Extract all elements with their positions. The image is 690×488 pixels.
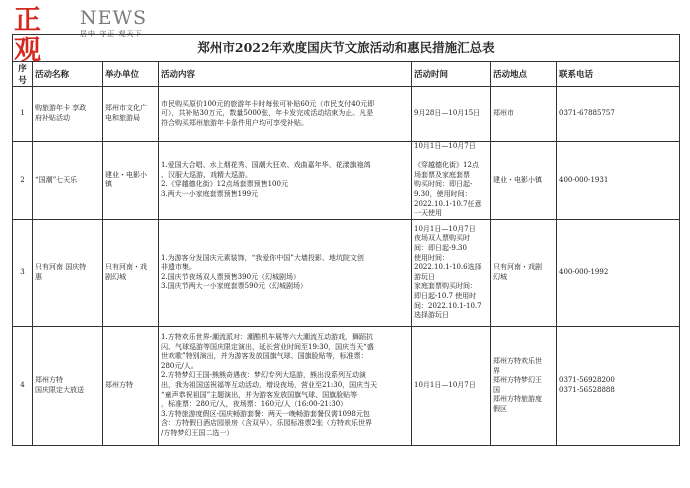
- cell-line: 郑州方特旅游度: [493, 395, 542, 404]
- cell-line: 一天使用: [414, 209, 442, 218]
- cell-line: 2022.10.1-10.6选择: [414, 263, 482, 272]
- cell-line: 选择游玩日: [414, 311, 449, 320]
- cell-line: 1.爱国大合唱、水上烟花秀、国潮大狂欢、戏曲嘉年华、花漾旗袍鸽: [161, 161, 371, 170]
- table-row: [13, 219, 680, 326]
- cell-line: 郑州市: [493, 109, 514, 118]
- cell-phone: [557, 219, 680, 326]
- cell-line: 间：2022.10.1-10.7: [414, 301, 482, 310]
- cell-line: 只有河南・戏剧: [493, 263, 542, 272]
- cell-content: [159, 326, 412, 445]
- cell-time: [412, 219, 491, 326]
- cell-line: 0371-56928200: [559, 376, 615, 385]
- cell-line: 国: [493, 385, 500, 394]
- cell-line: 购买时间：即日起-: [414, 180, 473, 189]
- cell-place: [491, 326, 557, 445]
- cell-line: “国潮”七天乐: [35, 175, 78, 184]
- cell-line: 郑州方特: [105, 380, 133, 389]
- cell-org: [103, 326, 159, 445]
- cell-no: 3: [13, 219, 33, 326]
- cell-org: [103, 219, 159, 326]
- cell-name: [33, 326, 103, 445]
- cell-no: 4: [13, 326, 33, 445]
- cell-line: 场套票及家庭套票: [414, 170, 470, 179]
- activity-table: [12, 34, 680, 446]
- table-row: [13, 142, 680, 220]
- cell-phone: [557, 142, 680, 220]
- cell-line: 间：即日起-9.30: [414, 243, 467, 252]
- cell-line: 《穿越德化街》12点: [414, 161, 479, 170]
- cell-line: 剧幻城: [105, 272, 126, 281]
- logo-slogan: 居中 守正 观天下: [80, 30, 143, 38]
- cell-content: [159, 87, 412, 142]
- cell-line: 郑州方特梦幻王: [493, 376, 542, 385]
- cell-line: 2.国庆节夜场双人票预售390元（幻城剧场）: [161, 272, 301, 281]
- cell-line: 3.国庆节两大一小家庭套票590元（幻城剧场）: [161, 282, 308, 291]
- cell-place: [491, 142, 557, 220]
- cell-line: 建业・电影小: [105, 170, 147, 179]
- cell-line: 10月1日—10月7日: [414, 224, 476, 233]
- cell-org: [103, 87, 159, 142]
- cell-line: 含：方特假日酒店园景房（含双早）、乐园标准票2张（方特欢乐世界: [161, 419, 372, 428]
- cell-line: 只有河南・戏: [105, 263, 147, 272]
- header-no: 序号: [13, 62, 33, 87]
- cell-line: 3.方特旅游度假区-国庆畅游套餐：两天一晚畅游套餐仅需1098元包: [161, 409, 370, 418]
- cell-line: 1.为游客分发国庆元素装饰，“我爱你中国”大墙投影、地坑院文创: [161, 253, 364, 262]
- cell-line: 2022.10.1-10.7任意: [414, 199, 482, 208]
- cell-phone: [557, 326, 680, 445]
- cell-line: 界: [493, 366, 500, 375]
- cell-line: 400-000-1931: [559, 175, 609, 184]
- cell-line: 280元/人。: [161, 361, 198, 370]
- activity-table-wrap: [12, 34, 679, 446]
- header-content: 活动内容: [159, 62, 412, 87]
- logo-brand-en: NEWS: [80, 7, 148, 29]
- cell-line: 符合购买郑州旅游年卡条件用户均可享受补贴。: [161, 118, 308, 127]
- cell-line: 游玩日: [414, 272, 435, 281]
- table-row: [13, 326, 680, 445]
- cell-name: [33, 142, 103, 220]
- cell-line: 幻城: [493, 272, 507, 281]
- cell-name: [33, 219, 103, 326]
- cell-line: 夜场双人票购买时: [414, 234, 470, 243]
- cell-line: 建业・电影小镇: [493, 175, 542, 184]
- cell-line: 家庭套票购买时间：: [414, 282, 477, 291]
- cell-no: 2: [13, 142, 33, 220]
- cell-line: [414, 152, 488, 162]
- cell-line: 购旅游年卡 享政: [35, 104, 87, 113]
- cell-line: 郑州市文化广: [105, 104, 147, 113]
- cell-line: 郑州方特: [35, 376, 63, 385]
- cell-time: [412, 142, 491, 220]
- cell-line: 9月28日—10月15日: [414, 109, 481, 118]
- logo-brand-cn: 正观: [14, 5, 40, 66]
- cell-line: /方特梦幻王国二选一）: [161, 428, 234, 437]
- header-place: 活动地点: [491, 62, 557, 87]
- cell-line: 即日起-10.7 使用时: [414, 291, 477, 300]
- cell-time: [412, 326, 491, 445]
- cell-place: [491, 87, 557, 142]
- cell-line: ，标准票：280元/人，夜场票：160元/人（16:00-21:30）: [161, 400, 348, 409]
- title-row: [13, 35, 680, 62]
- cell-line: 2.方特梦幻王国-熊熊奇遇夜：梦幻专列大巡游，熊出没系列互动演: [161, 371, 367, 380]
- cell-line: 府补贴活动: [35, 114, 70, 122]
- cell-line: 假区: [493, 404, 507, 413]
- cell-line: 10月1日—10月7日: [414, 142, 476, 150]
- page-title: 郑州市2022年欢度国庆节文旅活动和惠民措施汇总表: [13, 35, 680, 62]
- cell-line: 惠: [35, 272, 42, 281]
- cell-line: 0371-67885757: [559, 109, 615, 118]
- header-time: 活动时间: [412, 62, 491, 87]
- cell-content: [159, 219, 412, 326]
- cell-line: 镇: [105, 180, 112, 189]
- header-phone: 联系电话: [557, 62, 680, 87]
- cell-line: 非遗市集。: [161, 263, 196, 272]
- cell-line: 1.方特欢乐世界-潮流派对：潮酷机车展等六大潮流互动游戏，舞蹈抗: [161, 332, 374, 341]
- cell-line: 3.两大一小家庭套票预售199元: [161, 189, 259, 198]
- cell-line: 市民购买原价100元的旅游年卡时每张可补贴60元（市民支付40元即: [161, 99, 375, 108]
- cell-line: 使用时间：: [414, 253, 449, 262]
- table-row: [13, 87, 680, 142]
- cell-time: [412, 87, 491, 142]
- header-org: 举办单位: [103, 62, 159, 87]
- cell-line: 郑州方特欢乐世: [493, 356, 542, 365]
- cell-line: 10月1日—10月7日: [414, 380, 476, 389]
- cell-line: 可），共补贴30万元，数量5000张，年卡发完或活动结束为止。凡是: [161, 109, 374, 118]
- cell-line: 400-000-1992: [559, 267, 609, 276]
- cell-line: 国庆限定大放送: [35, 385, 84, 394]
- cell-line: 9.30，使用时间：: [414, 189, 472, 198]
- cell-line: 世欢歌”特别演出，并为游客发放国旗气球、国旗脸贴等，标准票：: [161, 352, 368, 361]
- cell-line: 2.《穿越德化街》12点场套票预售100元: [161, 180, 288, 189]
- cell-org: [103, 142, 159, 220]
- cell-line: “童声恭祝祖国”主题演出，并为游客发放国旗气球、国旗脸贴等: [161, 390, 358, 399]
- cell-content: [159, 142, 412, 220]
- header-row: [13, 62, 680, 87]
- header-name: 活动名称: [33, 62, 103, 87]
- cell-line: 出，我为祖国送祝福等互动活动，增设夜场，营业至21:30，国庆当天: [161, 380, 378, 389]
- cell-line: 闪、气球巡游等国庆限定演出，延长营业时间至19:30，国庆当天“盛: [161, 342, 374, 351]
- cell-line: 只有河南 国庆特: [35, 263, 87, 272]
- cell-name: [33, 87, 103, 142]
- cell-phone: [557, 87, 680, 142]
- cell-line: 、汉服大巡游、戏精大巡游。: [161, 170, 252, 179]
- cell-line: 电和旅游局: [105, 114, 140, 122]
- cell-no: 1: [13, 87, 33, 142]
- cell-place: [491, 219, 557, 326]
- cell-line: 0371-56528888: [559, 385, 615, 394]
